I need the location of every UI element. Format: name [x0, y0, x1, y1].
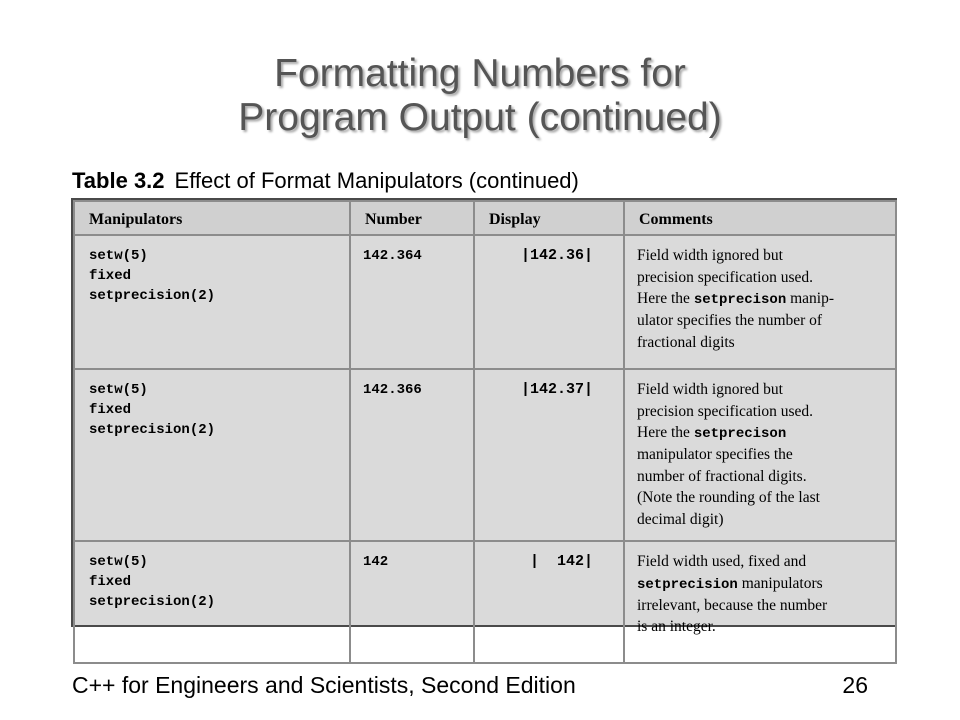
manipulator-code: fixed — [89, 574, 132, 590]
cell-display — [474, 541, 624, 663]
table-caption-text: Effect of Format Manipulators (continued) — [174, 168, 579, 193]
comment-text: irrelevant, because the number — [637, 596, 828, 614]
comment-line — [637, 551, 885, 573]
comment-line — [637, 616, 885, 638]
table-row — [74, 369, 896, 541]
comment-text: manipulator specifies the — [637, 446, 793, 463]
manipulator-code: setw(5) — [89, 248, 148, 264]
number-value: 142.366 — [363, 382, 422, 398]
comment-line — [637, 487, 885, 509]
display-output: | 142| — [529, 553, 593, 570]
display-output: |142.36| — [520, 247, 593, 264]
comment-line — [637, 509, 885, 531]
manipulator-code: fixed — [89, 268, 132, 284]
comment-text: precision specification used. — [637, 402, 814, 420]
manipulator-code: setprecision(2) — [89, 594, 216, 610]
comment-text: manip- — [786, 290, 835, 307]
comment-text: ulator specifies the number of — [637, 312, 823, 329]
slide-title-line-1: Formatting Numbers for — [274, 52, 686, 95]
comment-text: (Note the rounding of the last — [637, 489, 820, 506]
comment-text: Field width used, fixed and — [637, 553, 807, 570]
slide-title — [0, 52, 960, 140]
slide-title-line-2: Program Output (continued) — [238, 96, 722, 139]
cell-comments — [624, 541, 896, 663]
comment-line — [637, 466, 885, 488]
cell-comments — [624, 369, 896, 541]
format-manipulators-table — [71, 198, 897, 635]
comment-line — [637, 573, 885, 595]
footer-page-number: 26 — [842, 672, 868, 698]
table-caption-number: Table 3.2 — [72, 168, 165, 193]
comment-line — [637, 332, 885, 354]
cell-manipulators — [74, 235, 350, 369]
header-number: Number — [350, 201, 474, 235]
cell-number — [350, 235, 474, 369]
comment-text: Field width ignored but — [637, 247, 783, 264]
table — [73, 200, 897, 664]
manipulator-code: setw(5) — [89, 382, 148, 398]
table-caption — [72, 168, 579, 194]
footer-book-title: C++ for Engineers and Scientists, Second Edition — [72, 672, 576, 698]
comment-line — [637, 595, 885, 617]
display-output: |142.37| — [520, 381, 593, 398]
comment-line — [637, 245, 885, 267]
comment-line — [637, 267, 885, 289]
comment-text: precision specification used. — [637, 268, 814, 286]
number-value: 142 — [363, 554, 389, 570]
comment-line — [637, 401, 885, 423]
manipulator-code: setw(5) — [89, 554, 148, 570]
header-display: Display — [474, 201, 624, 235]
cell-number — [350, 541, 474, 663]
comment-line — [637, 310, 885, 332]
table-header-row — [74, 201, 896, 235]
comment-text: Here the — [637, 290, 694, 307]
comment-text: decimal digit) — [637, 510, 724, 528]
manipulator-code: fixed — [89, 402, 132, 418]
comment-text: Here the — [637, 424, 694, 441]
cell-display — [474, 369, 624, 541]
cell-number — [350, 369, 474, 541]
number-value: 142.364 — [363, 248, 422, 264]
comment-code: setprecision — [637, 576, 738, 593]
cell-comments — [624, 235, 896, 369]
table-row — [74, 235, 896, 369]
manipulator-code: setprecision(2) — [89, 288, 216, 304]
cell-manipulators — [74, 541, 350, 663]
comment-text: Field width ignored but — [637, 381, 783, 398]
manipulator-code: setprecision(2) — [89, 422, 216, 438]
comment-text: fractional digits — [637, 333, 735, 351]
comment-line — [637, 444, 885, 466]
comment-line — [637, 379, 885, 401]
table-row — [74, 541, 896, 663]
cell-manipulators — [74, 369, 350, 541]
comment-line — [637, 288, 885, 310]
comment-text: manipulators — [737, 574, 823, 592]
comment-text: number of fractional digits. — [637, 467, 807, 485]
comment-text: is an integer. — [637, 618, 716, 635]
comment-code: setprecison — [693, 292, 787, 308]
header-comments: Comments — [624, 201, 896, 235]
comment-code: setprecison — [693, 426, 787, 442]
header-manipulators: Manipulators — [74, 201, 350, 235]
comment-line — [637, 422, 885, 444]
cell-display — [474, 235, 624, 369]
